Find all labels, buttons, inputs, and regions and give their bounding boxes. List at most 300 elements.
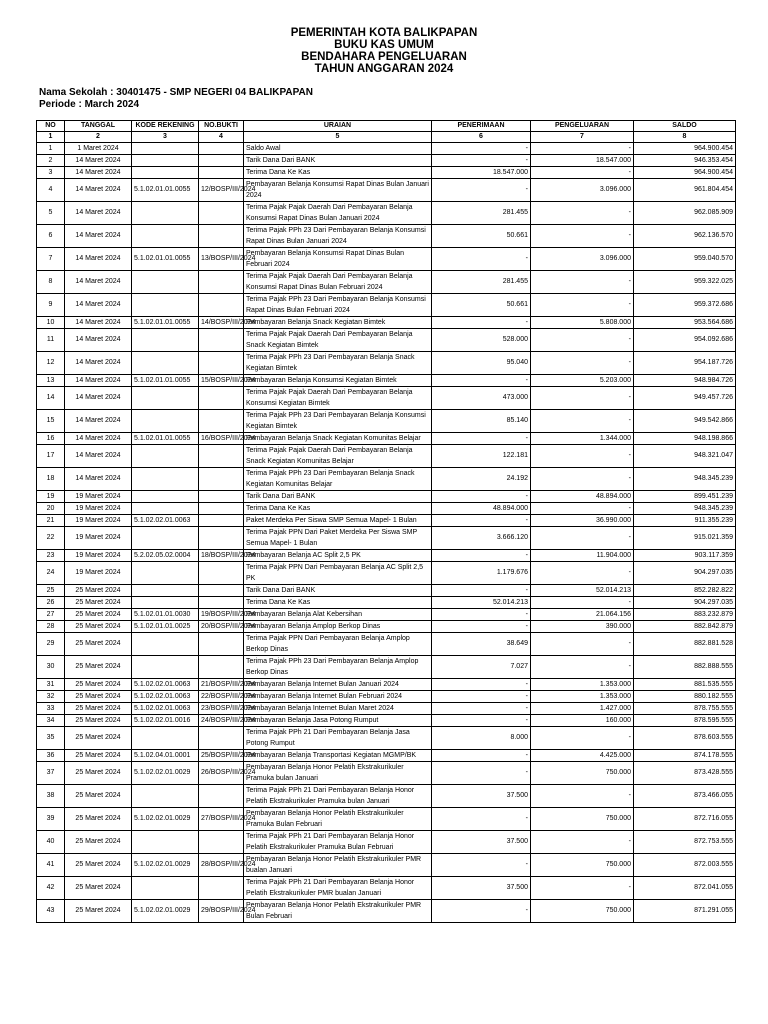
cell-no-bukti: 12/BOSP/III/2024: [199, 179, 244, 202]
cell-uraian: Paket Merdeka Per Siswa SMP Semua Mapel- 1 Bulan: [244, 515, 432, 527]
cell-penerimaan: -: [432, 691, 531, 703]
cell-saldo: 880.182.555: [634, 691, 736, 703]
cell-no-bukti: [199, 294, 244, 317]
cell-no: 6: [37, 225, 65, 248]
cell-no: 28: [37, 621, 65, 633]
cell-tanggal: 14 Maret 2024: [65, 248, 132, 271]
cell-saldo: 873.466.055: [634, 785, 736, 808]
cell-saldo: 872.003.555: [634, 854, 736, 877]
cell-tanggal: 25 Maret 2024: [65, 831, 132, 854]
cell-tanggal: 19 Maret 2024: [65, 527, 132, 550]
cell-penerimaan: -: [432, 621, 531, 633]
table-row: [37, 410, 736, 433]
cell-saldo: 962.136.570: [634, 225, 736, 248]
table-row: [37, 515, 736, 527]
table-row: [37, 808, 736, 831]
cell-kode-rekening: [132, 468, 199, 491]
cell-no-bukti: [199, 727, 244, 750]
cell-uraian: Terima Pajak PPN Dari Paket Merdeka Per Siswa SMP Semua Mapel- 1 Bulan: [244, 527, 432, 550]
table-row: [37, 656, 736, 679]
cell-penerimaan: 52.014.213: [432, 597, 531, 609]
col-number-6: 6: [432, 132, 531, 143]
cell-no-bukti: [199, 468, 244, 491]
cell-uraian: Terima Pajak PPh 23 Dari Pembayaran Belanja Snack Kegiatan Bimtek: [244, 352, 432, 375]
cell-penerimaan: 8.000: [432, 727, 531, 750]
cell-penerimaan: -: [432, 808, 531, 831]
cell-no-bukti: 13/BOSP/III/2024: [199, 248, 244, 271]
cell-pengeluaran: 3.096.000: [531, 179, 634, 202]
cell-kode-rekening: [132, 387, 199, 410]
cell-no-bukti: [199, 155, 244, 167]
cell-tanggal: 19 Maret 2024: [65, 503, 132, 515]
cell-saldo: 911.355.239: [634, 515, 736, 527]
cell-kode-rekening: [132, 202, 199, 225]
cell-kode-rekening: 5.1.02.02.01.0063: [132, 679, 199, 691]
cell-no-bukti: 21/BOSP/III/2024: [199, 679, 244, 691]
cell-saldo: 949.457.726: [634, 387, 736, 410]
cell-uraian: Terima Pajak Pajak Daerah Dari Pembayaran Belanja Konsumsi Rapat Dinas Bulan Februari 2024: [244, 271, 432, 294]
cell-saldo: 953.564.686: [634, 317, 736, 329]
cell-tanggal: 14 Maret 2024: [65, 433, 132, 445]
cell-kode-rekening: [132, 329, 199, 352]
cell-tanggal: 25 Maret 2024: [65, 900, 132, 923]
cell-pengeluaran: -: [531, 167, 634, 179]
cell-tanggal: 25 Maret 2024: [65, 785, 132, 808]
cell-no-bukti: 24/BOSP/III/2024: [199, 715, 244, 727]
cell-pengeluaran: -: [531, 271, 634, 294]
cell-uraian: Pembayaran Belanja Internet Bulan Januari 2024: [244, 679, 432, 691]
cell-tanggal: 19 Maret 2024: [65, 550, 132, 562]
cell-pengeluaran: 18.547.000: [531, 155, 634, 167]
cell-uraian: Terima Pajak PPN Dari Pembayaran Belanja Amplop Berkop Dinas: [244, 633, 432, 656]
table-row: [37, 585, 736, 597]
cell-uraian: Terima Pajak PPh 21 Dari Pembayaran Belanja Honor Pelatih Ekstrakurikuler Pramuka Bulan Februari: [244, 831, 432, 854]
cell-uraian: Pembayaran Belanja Transportasi Kegiatan MGMP/BK: [244, 750, 432, 762]
col-header-uraian: URAIAN: [244, 121, 432, 132]
cell-no-bukti: [199, 503, 244, 515]
table-row: [37, 387, 736, 410]
cell-kode-rekening: [132, 445, 199, 468]
cell-no: 20: [37, 503, 65, 515]
cell-kode-rekening: [132, 294, 199, 317]
table-row: [37, 179, 736, 202]
cell-tanggal: 25 Maret 2024: [65, 609, 132, 621]
cell-saldo: 959.040.570: [634, 248, 736, 271]
cell-no-bukti: [199, 831, 244, 854]
col-header-pengeluaran: PENGELUARAN: [531, 121, 634, 132]
cell-pengeluaran: -: [531, 562, 634, 585]
cell-pengeluaran: 48.894.000: [531, 491, 634, 503]
cell-penerimaan: 122.181: [432, 445, 531, 468]
cell-pengeluaran: 21.064.156: [531, 609, 634, 621]
cell-kode-rekening: [132, 831, 199, 854]
cell-no: 19: [37, 491, 65, 503]
cell-saldo: 948.984.726: [634, 375, 736, 387]
cell-no: 5: [37, 202, 65, 225]
cell-tanggal: 25 Maret 2024: [65, 727, 132, 750]
col-number-8: 8: [634, 132, 736, 143]
cell-no: 38: [37, 785, 65, 808]
cell-no-bukti: [199, 656, 244, 679]
cell-tanggal: 25 Maret 2024: [65, 656, 132, 679]
cell-kode-rekening: [132, 143, 199, 155]
cell-no-bukti: 15/BOSP/III/2024: [199, 375, 244, 387]
cell-penerimaan: 37.500: [432, 831, 531, 854]
cell-no: 32: [37, 691, 65, 703]
cell-penerimaan: -: [432, 155, 531, 167]
cell-saldo: 872.716.055: [634, 808, 736, 831]
cell-penerimaan: -: [432, 762, 531, 785]
cell-uraian: Terima Pajak Pajak Daerah Dari Pembayaran Belanja Konsumsi Kegiatan Bimtek: [244, 387, 432, 410]
cell-pengeluaran: 52.014.213: [531, 585, 634, 597]
cell-no-bukti: [199, 515, 244, 527]
cell-pengeluaran: -: [531, 527, 634, 550]
cell-uraian: Tarik Dana Dari BANK: [244, 491, 432, 503]
cell-kode-rekening: 5.1.02.01.01.0055: [132, 179, 199, 202]
cell-uraian: Terima Pajak PPh 23 Dari Pembayaran Belanja Amplop Berkop Dinas: [244, 656, 432, 679]
table-row: [37, 609, 736, 621]
cell-kode-rekening: [132, 527, 199, 550]
cell-kode-rekening: [132, 155, 199, 167]
cell-kode-rekening: [132, 585, 199, 597]
col-header-saldo: SALDO: [634, 121, 736, 132]
cell-saldo: 962.085.909: [634, 202, 736, 225]
cell-saldo: 904.297.035: [634, 597, 736, 609]
cell-saldo: 915.021.359: [634, 527, 736, 550]
cell-saldo: 878.755.555: [634, 703, 736, 715]
cell-uraian: Pembayaran Belanja Snack Kegiatan Komunitas Belajar: [244, 433, 432, 445]
cell-no: 30: [37, 656, 65, 679]
table-row: [37, 202, 736, 225]
cell-no-bukti: [199, 585, 244, 597]
cell-kode-rekening: [132, 656, 199, 679]
cell-penerimaan: -: [432, 143, 531, 155]
cell-penerimaan: 37.500: [432, 785, 531, 808]
cell-penerimaan: -: [432, 248, 531, 271]
cell-penerimaan: 24.192: [432, 468, 531, 491]
cell-no: 11: [37, 329, 65, 352]
cell-no-bukti: [199, 143, 244, 155]
col-number-1: 1: [37, 132, 65, 143]
cell-pengeluaran: -: [531, 329, 634, 352]
table-row: [37, 562, 736, 585]
cell-pengeluaran: 750.000: [531, 762, 634, 785]
table-body: [37, 143, 736, 923]
cell-kode-rekening: 5.2.02.05.02.0004: [132, 550, 199, 562]
cell-pengeluaran: -: [531, 633, 634, 656]
cell-pengeluaran: 750.000: [531, 900, 634, 923]
table-row: [37, 900, 736, 923]
cell-tanggal: 14 Maret 2024: [65, 225, 132, 248]
cell-no: 37: [37, 762, 65, 785]
column-number-row: [37, 132, 736, 143]
column-header-row: [37, 121, 736, 132]
cell-uraian: Terima Dana Ke Kas: [244, 167, 432, 179]
table-row: [37, 468, 736, 491]
cell-no: 29: [37, 633, 65, 656]
cell-penerimaan: -: [432, 854, 531, 877]
table-row: [37, 621, 736, 633]
cell-tanggal: 25 Maret 2024: [65, 703, 132, 715]
cell-saldo: 883.232.879: [634, 609, 736, 621]
cell-pengeluaran: 750.000: [531, 854, 634, 877]
cell-no: 7: [37, 248, 65, 271]
cell-saldo: 948.198.866: [634, 433, 736, 445]
cell-penerimaan: 38.649: [432, 633, 531, 656]
cell-tanggal: 25 Maret 2024: [65, 762, 132, 785]
cell-no-bukti: 29/BOSP/III/2024: [199, 900, 244, 923]
cell-uraian: Pembayaran Belanja Internet Bulan Maret 2024: [244, 703, 432, 715]
table-row: [37, 831, 736, 854]
cell-no-bukti: [199, 225, 244, 248]
table-row: [37, 143, 736, 155]
cell-pengeluaran: 160.000: [531, 715, 634, 727]
cell-penerimaan: 281.455: [432, 271, 531, 294]
cell-saldo: 964.900.454: [634, 167, 736, 179]
cell-uraian: Terima Pajak PPh 21 Dari Pembayaran Belanja Honor Pelatih Ekstrakurikuler PMR bualan Januari: [244, 877, 432, 900]
cell-pengeluaran: -: [531, 656, 634, 679]
cell-uraian: Terima Pajak Pajak Daerah Dari Pembayaran Belanja Snack Kegiatan Komunitas Belajar: [244, 445, 432, 468]
cell-kode-rekening: 5.1.02.01.01.0055: [132, 433, 199, 445]
cell-kode-rekening: [132, 352, 199, 375]
cell-penerimaan: -: [432, 317, 531, 329]
cell-kode-rekening: 5.1.02.02.01.0063: [132, 691, 199, 703]
cell-penerimaan: -: [432, 750, 531, 762]
cell-tanggal: 19 Maret 2024: [65, 562, 132, 585]
cell-uraian: Terima Pajak Pajak Daerah Dari Pembayaran Belanja Konsumsi Rapat Dinas Bulan Januari 2024: [244, 202, 432, 225]
cell-no: 1: [37, 143, 65, 155]
table-row: [37, 527, 736, 550]
cell-pengeluaran: 11.904.000: [531, 550, 634, 562]
cell-tanggal: 14 Maret 2024: [65, 329, 132, 352]
cell-no: 4: [37, 179, 65, 202]
table-row: [37, 785, 736, 808]
cell-no: 33: [37, 703, 65, 715]
col-header-penerimaan: PENERIMAAN: [432, 121, 531, 132]
cell-kode-rekening: [132, 410, 199, 433]
table-row: [37, 750, 736, 762]
school-name: Nama Sekolah : 30401475 - SMP NEGERI 04 BALIKPAPAN: [39, 87, 313, 98]
cell-penerimaan: 7.027: [432, 656, 531, 679]
cell-tanggal: 14 Maret 2024: [65, 468, 132, 491]
cell-no: 9: [37, 294, 65, 317]
cell-uraian: Tarik Dana Dari BANK: [244, 155, 432, 167]
cell-kode-rekening: [132, 167, 199, 179]
table-row: [37, 352, 736, 375]
cell-no-bukti: [199, 167, 244, 179]
cell-no-bukti: 18/BOSP/III/2024: [199, 550, 244, 562]
table-row: [37, 691, 736, 703]
cell-no-bukti: [199, 410, 244, 433]
col-header-no-bukti: NO.BUKTI: [199, 121, 244, 132]
cell-tanggal: 25 Maret 2024: [65, 808, 132, 831]
cell-kode-rekening: [132, 597, 199, 609]
cell-saldo: 959.322.025: [634, 271, 736, 294]
cell-pengeluaran: -: [531, 785, 634, 808]
cell-kode-rekening: 5.1.02.02.01.0029: [132, 854, 199, 877]
cell-uraian: Pembayaran Belanja Konsumsi Rapat Dinas Bulan Februari 2024: [244, 248, 432, 271]
table-row: [37, 727, 736, 750]
cell-saldo: 882.888.555: [634, 656, 736, 679]
col-number-7: 7: [531, 132, 634, 143]
cell-penerimaan: -: [432, 585, 531, 597]
cell-kode-rekening: 5.1.02.01.01.0055: [132, 248, 199, 271]
cell-kode-rekening: [132, 633, 199, 656]
cell-tanggal: 1 Maret 2024: [65, 143, 132, 155]
table-row: [37, 248, 736, 271]
cell-saldo: 949.542.866: [634, 410, 736, 433]
cell-pengeluaran: -: [531, 387, 634, 410]
cell-pengeluaran: 5.808.000: [531, 317, 634, 329]
cell-no: 3: [37, 167, 65, 179]
col-header-tanggal: TANGGAL: [65, 121, 132, 132]
cell-pengeluaran: -: [531, 352, 634, 375]
table-row: [37, 271, 736, 294]
cell-no: 10: [37, 317, 65, 329]
cell-penerimaan: -: [432, 515, 531, 527]
table-row: [37, 877, 736, 900]
cell-no-bukti: [199, 562, 244, 585]
cell-tanggal: 14 Maret 2024: [65, 445, 132, 468]
cell-penerimaan: -: [432, 550, 531, 562]
cell-pengeluaran: 1.353.000: [531, 691, 634, 703]
cell-no-bukti: 22/BOSP/III/2024: [199, 691, 244, 703]
cell-saldo: 878.603.555: [634, 727, 736, 750]
cell-tanggal: 14 Maret 2024: [65, 375, 132, 387]
treasurer-title: BENDAHARA PENGELUARAN: [301, 51, 467, 63]
cell-no: 35: [37, 727, 65, 750]
cell-saldo: 882.881.528: [634, 633, 736, 656]
cell-tanggal: 14 Maret 2024: [65, 202, 132, 225]
cell-pengeluaran: -: [531, 225, 634, 248]
cell-tanggal: 25 Maret 2024: [65, 854, 132, 877]
cell-no: 34: [37, 715, 65, 727]
cell-pengeluaran: 1.353.000: [531, 679, 634, 691]
cell-penerimaan: 85.140: [432, 410, 531, 433]
cell-no-bukti: 19/BOSP/III/2024: [199, 609, 244, 621]
cell-no: 12: [37, 352, 65, 375]
cell-kode-rekening: [132, 503, 199, 515]
cell-saldo: 948.345.239: [634, 468, 736, 491]
cell-kode-rekening: [132, 877, 199, 900]
cell-no: 36: [37, 750, 65, 762]
table-row: [37, 294, 736, 317]
cell-pengeluaran: -: [531, 410, 634, 433]
cell-no: 25: [37, 585, 65, 597]
cell-no-bukti: 23/BOSP/III/2024: [199, 703, 244, 715]
cell-saldo: 872.041.055: [634, 877, 736, 900]
cell-uraian: Terima Pajak PPh 23 Dari Pembayaran Belanja Konsumsi Kegiatan Bimtek: [244, 410, 432, 433]
cell-penerimaan: -: [432, 375, 531, 387]
cell-pengeluaran: -: [531, 294, 634, 317]
table-row: [37, 679, 736, 691]
cell-no: 27: [37, 609, 65, 621]
table-row: [37, 703, 736, 715]
cell-no-bukti: 27/BOSP/III/2024: [199, 808, 244, 831]
cell-pengeluaran: -: [531, 831, 634, 854]
cell-penerimaan: -: [432, 433, 531, 445]
cell-no-bukti: [199, 491, 244, 503]
cell-kode-rekening: 5.1.02.01.01.0030: [132, 609, 199, 621]
cell-no-bukti: [199, 785, 244, 808]
cell-no-bukti: [199, 387, 244, 410]
table-row: [37, 854, 736, 877]
cell-no: 16: [37, 433, 65, 445]
cell-no: 40: [37, 831, 65, 854]
cell-penerimaan: 528.000: [432, 329, 531, 352]
cell-uraian: Terima Dana Ke Kas: [244, 597, 432, 609]
cell-uraian: Pembayaran Belanja Konsumsi Kegiatan Bimtek: [244, 375, 432, 387]
cell-tanggal: 14 Maret 2024: [65, 352, 132, 375]
cell-penerimaan: -: [432, 179, 531, 202]
cell-saldo: 904.297.035: [634, 562, 736, 585]
cell-tanggal: 14 Maret 2024: [65, 317, 132, 329]
government-title: PEMERINTAH KOTA BALIKPAPAN: [290, 27, 478, 39]
table-row: [37, 167, 736, 179]
cell-uraian: Tarik Dana Dari BANK: [244, 585, 432, 597]
cell-no-bukti: [199, 352, 244, 375]
table-row: [37, 433, 736, 445]
cell-kode-rekening: 5.1.02.02.01.0029: [132, 900, 199, 923]
cell-pengeluaran: -: [531, 143, 634, 155]
cell-no: 2: [37, 155, 65, 167]
cell-penerimaan: 50.661: [432, 294, 531, 317]
cell-kode-rekening: 5.1.02.01.01.0055: [132, 317, 199, 329]
cell-uraian: Terima Dana Ke Kas: [244, 503, 432, 515]
table-row: [37, 633, 736, 656]
col-number-5: 5: [244, 132, 432, 143]
cell-uraian: Terima Pajak Pajak Daerah Dari Pembayaran Belanja Snack Kegiatan Bimtek: [244, 329, 432, 352]
cell-pengeluaran: -: [531, 727, 634, 750]
cell-penerimaan: -: [432, 609, 531, 621]
cell-kode-rekening: 5.1.02.02.01.0029: [132, 808, 199, 831]
cell-no: 26: [37, 597, 65, 609]
cell-no: 22: [37, 527, 65, 550]
cell-tanggal: 14 Maret 2024: [65, 167, 132, 179]
cell-pengeluaran: 1.344.000: [531, 433, 634, 445]
cell-kode-rekening: [132, 271, 199, 294]
cell-no-bukti: [199, 633, 244, 656]
cell-uraian: Pembayaran Belanja Honor Pelatih Ekstrakurikuler PMR bualan Januari: [244, 854, 432, 877]
cell-no-bukti: [199, 329, 244, 352]
cell-kode-rekening: 5.1.02.01.01.0055: [132, 375, 199, 387]
cell-penerimaan: 48.894.000: [432, 503, 531, 515]
table-row: [37, 155, 736, 167]
cell-uraian: Terima Pajak PPN Dari Pembayaran Belanja AC Split 2,5 PK: [244, 562, 432, 585]
cell-saldo: 882.842.879: [634, 621, 736, 633]
cell-pengeluaran: 1.427.000: [531, 703, 634, 715]
book-title: BUKU KAS UMUM: [334, 39, 434, 51]
cell-no: 14: [37, 387, 65, 410]
cell-pengeluaran: 36.990.000: [531, 515, 634, 527]
cell-uraian: Terima Pajak PPh 23 Dari Pembayaran Belanja Konsumsi Rapat Dinas Bulan Januari 2024: [244, 225, 432, 248]
cell-kode-rekening: [132, 225, 199, 248]
cell-no-bukti: [199, 527, 244, 550]
table-row: [37, 715, 736, 727]
table-row: [37, 225, 736, 248]
cell-no: 18: [37, 468, 65, 491]
cell-uraian: Terima Pajak PPh 23 Dari Pembayaran Belanja Snack Kegiatan Komunitas Belajar: [244, 468, 432, 491]
report-header: [0, 27, 768, 75]
cell-no: 43: [37, 900, 65, 923]
cell-saldo: 959.372.686: [634, 294, 736, 317]
table-row: [37, 550, 736, 562]
cell-no-bukti: [199, 597, 244, 609]
cell-penerimaan: -: [432, 900, 531, 923]
cell-saldo: 954.187.726: [634, 352, 736, 375]
cell-saldo: 899.451.239: [634, 491, 736, 503]
cell-no-bukti: 16/BOSP/III/2024: [199, 433, 244, 445]
